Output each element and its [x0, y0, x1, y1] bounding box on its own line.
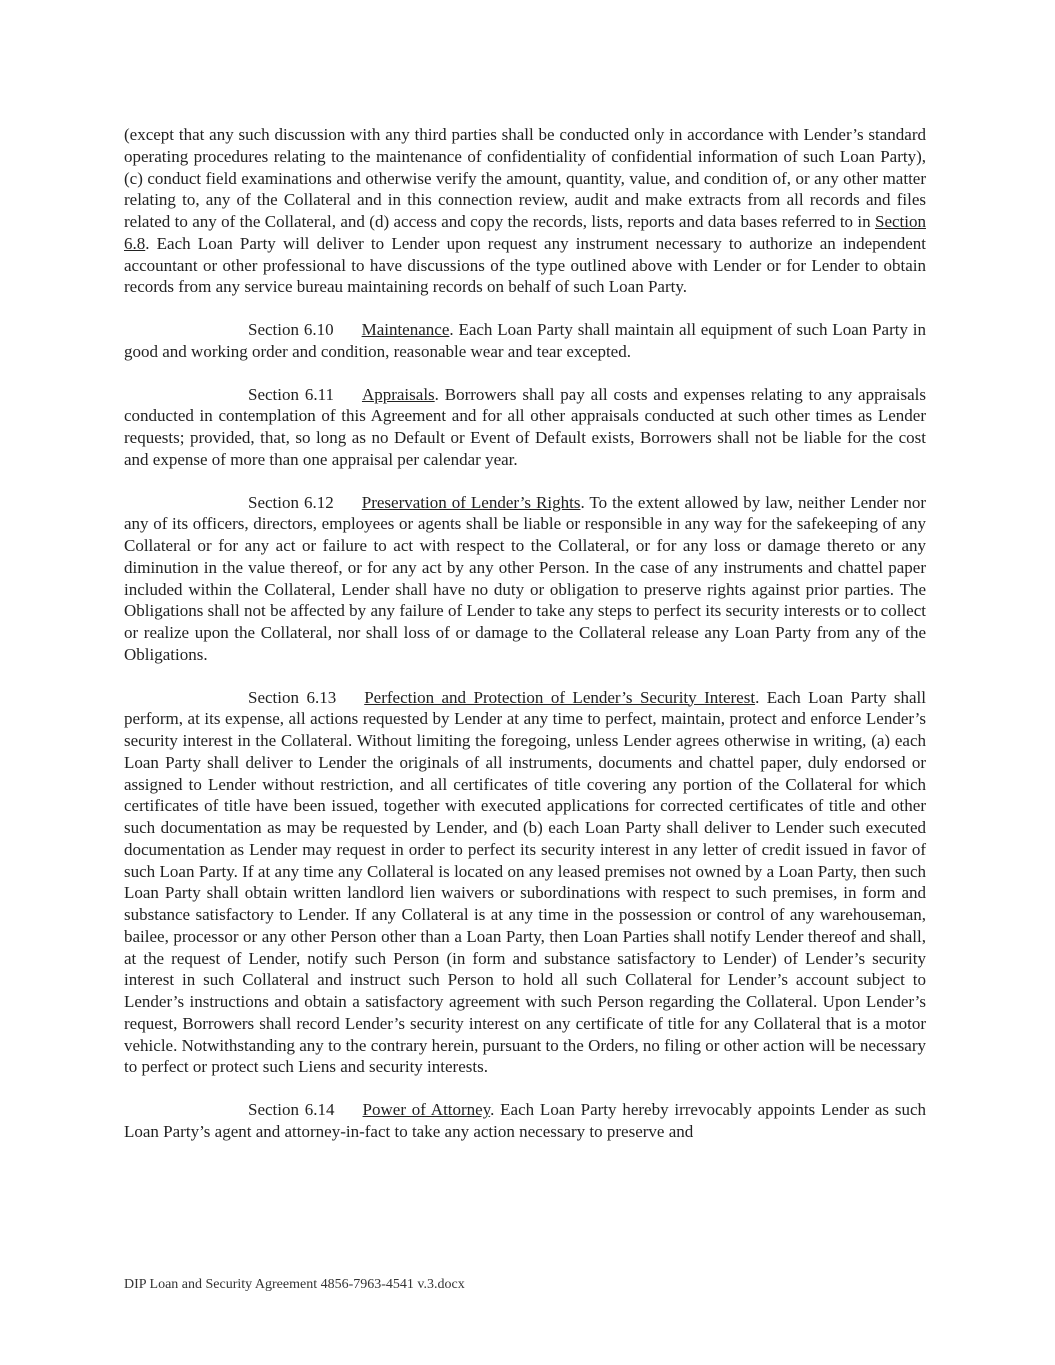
document-footer: DIP Loan and Security Agreement 4856-7963-4541 v.3.docx: [124, 1277, 465, 1292]
section-body: . Each Loan Party hereby irrevocably appoints Lender as such Loan Party’s agent and attorney-in-fact to take any action necessary to preserve and: [124, 1100, 926, 1141]
section-body: . Borrowers shall pay all costs and expenses relating to any appraisals conducted in contemplation of this Agreement and for all other appraisals conducted at such other times as Lender requests; provided, that, so long as no Default or Event of Default exists, Borrowers shall not be liable for the cost and expense of more than one appraisal per calendar year.: [124, 384, 926, 469]
section-number: Section 6.11: [248, 384, 334, 404]
paragraph-text: (except that any such discussion with any third parties shall be conducted only in accordance with Lender’s standard operating procedures relating to the maintenance of confidentiality of confidential information of such Loan Party), (c) conduct field examinations and otherwise verify the amount, quantity, value, and condition of, or any other matter relating to, any of the Collateral and in this connection review, audit and make extracts from all records and files related to any of the Collateral, and (d) access and copy the records, lists, reports and data bases referred to in: [124, 125, 926, 231]
section-body: . To the extent allowed by law, neither Lender nor any of its officers, directors, employees or agents shall be liable or responsible in any way for the safekeeping of any Collateral or for any act or failure to act with respect to the Collateral, or for any loss or damage thereto or any diminution in the value thereof, or for any act by any other Person. In the case of any instruments and chattel paper included within the Collateral, Lender shall have no duty or obligation to preserve rights against prior parties. The Obligations shall not be affected by any failure of Lender to take any steps to perfect its security interests or to collect or realize upon the Collateral, nor shall loss of or damage to the Collateral release any Loan Party from any of the Obligations.: [124, 492, 926, 664]
document-page: [124, 124, 926, 1164]
section-6-14: [124, 1099, 926, 1143]
section-title: Appraisals: [361, 384, 435, 404]
section-body: . Each Loan Party shall perform, at its expense, all actions requested by Lender at any time to perfect, maintain, protect and enforce Lender’s security interest in the Collateral. Without limiting the foregoing, unless Lender agrees otherwise in writing, (a) each Loan Party shall deliver to Lender the originals of all instruments, documents and chattel paper, duly endorsed or assigned to Lender without restriction, and all certificates of title covering any portion of the Collateral for which certificates of title have been issued, together with executed applications for corrected certificates of title and other such documentation as may be requested by Lender, and (b) each Loan Party shall deliver to Lender such executed documentation as Lender may request in order to perfect its security interest in any letter of credit issued in favor of such Loan Party. If at any time any Collateral is located on any leased premises not owned by a Loan Party, then such Loan Party shall obtain written landlord lien waivers or subordinations with respect to such premises, in form and substance satisfactory to Lender. If any Collateral is at any time in the possession or control of any warehouseman, bailee, processor or any other Person other than a Loan Party, then Loan Parties shall notify Lender thereof and shall, at the request of Lender, notify such Person (in form and substance satisfactory to Lender) of Lender’s security interest in such Collateral and instruct such Person to hold all such Collateral for Lender’s account subject to Lender’s instructions and obtain a satisfactory agreement with such Person regarding the Collateral. Upon Lender’s request, Borrowers shall record Lender’s security interest on any certificate of title for any Collateral that is a motor vehicle. Notwithstanding any to the contrary herein, pursuant to the Orders, no filing or other action will be necessary to perfect or protect such Liens and security interests.: [124, 687, 926, 1077]
section-title: Maintenance: [361, 320, 450, 339]
paragraph-continuation: [124, 124, 926, 298]
paragraph-text: . Each Loan Party will deliver to Lender upon request any instrument necessary to authorize an independent accountant or other professional to have discussions of the type outlined above with Lender or for Lender to obtain records from any service bureau maintaining records on behalf of such Loan Party.: [124, 233, 926, 297]
section-6-11: [124, 384, 926, 471]
section-body: . Each Loan Party shall maintain all equipment of such Loan Party in good and working order and condition, reasonable wear and tear excepted.: [124, 320, 926, 361]
section-6-8-reference: Section 6.8: [124, 212, 926, 253]
section-number: Section 6.13: [248, 687, 337, 707]
section-number: Section 6.10: [248, 320, 334, 339]
section-title: Perfection and Protection of Lender’s Security Interest: [364, 687, 756, 707]
section-6-12: [124, 492, 926, 666]
section-6-10: [124, 319, 926, 363]
section-number: Section 6.14: [248, 1100, 335, 1119]
section-title: Power of Attorney: [362, 1100, 491, 1119]
section-6-13: [124, 687, 926, 1079]
section-number: Section 6.12: [248, 492, 334, 512]
section-title: Preservation of Lender’s Rights: [361, 492, 581, 512]
